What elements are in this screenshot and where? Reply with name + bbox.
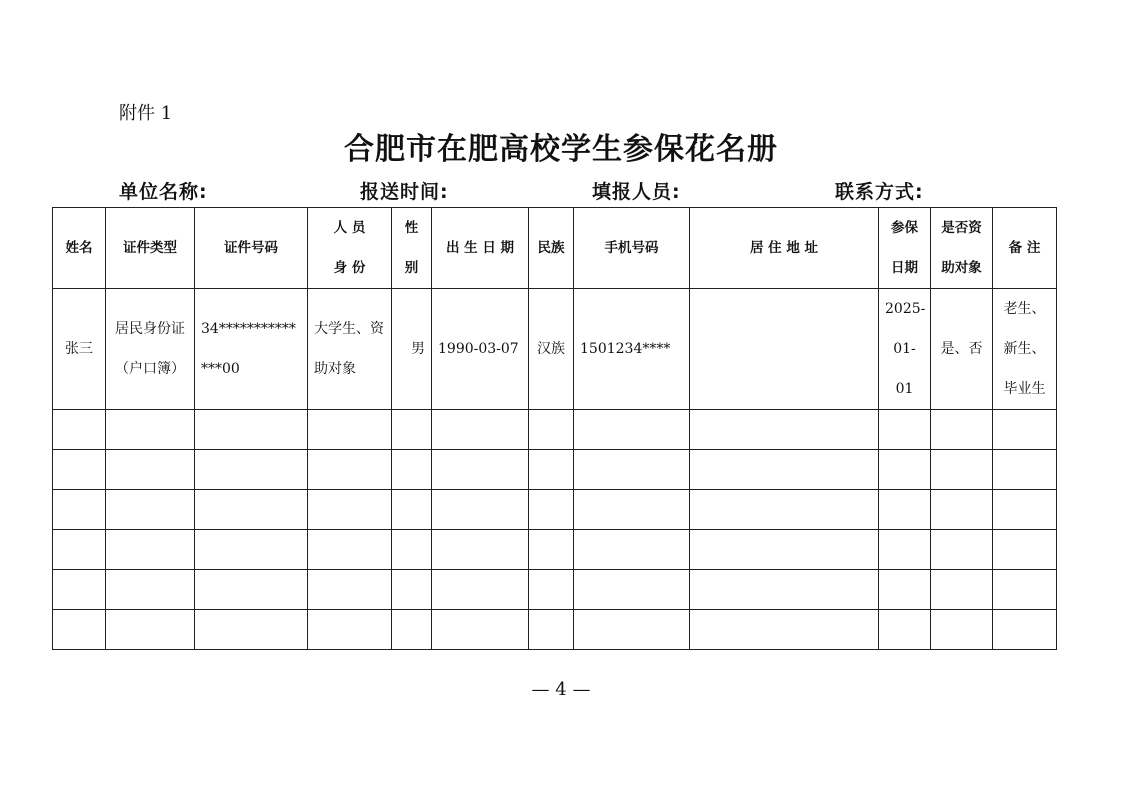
empty-cell xyxy=(432,570,529,610)
empty-cell xyxy=(432,410,529,450)
empty-cell xyxy=(308,490,392,530)
empty-cell xyxy=(529,610,574,650)
header-identity-line1: 人 员 xyxy=(333,220,366,236)
cell-id-type-line1: 居民身份证 xyxy=(115,321,185,337)
cell-insure-line2: 01-01 xyxy=(893,341,916,397)
empty-cell xyxy=(53,570,106,610)
contact-label: 联系方式: xyxy=(835,181,924,203)
header-identity xyxy=(308,208,392,289)
empty-cell xyxy=(879,450,931,490)
header-aid-line2: 助对象 xyxy=(941,260,982,276)
empty-cell xyxy=(432,450,529,490)
empty-cell xyxy=(195,610,308,650)
empty-cell xyxy=(879,570,931,610)
empty-cell xyxy=(879,610,931,650)
empty-cell xyxy=(690,410,879,450)
empty-cell xyxy=(106,530,195,570)
empty-cell xyxy=(879,410,931,450)
header-birth-date: 出 生 日 期 xyxy=(432,208,529,289)
header-ethnicity: 民族 xyxy=(529,208,574,289)
empty-cell xyxy=(432,490,529,530)
empty-cell xyxy=(690,570,879,610)
empty-cell xyxy=(392,450,432,490)
empty-cell xyxy=(106,450,195,490)
header-aid-line1: 是否资 xyxy=(941,220,982,236)
header-insure-line2: 日期 xyxy=(891,260,918,276)
empty-cell xyxy=(690,610,879,650)
cell-id-type-line2: （户口簿） xyxy=(115,361,185,377)
empty-cell xyxy=(308,610,392,650)
cell-id-number xyxy=(195,289,308,410)
empty-cell xyxy=(574,490,690,530)
cell-birth-date: 1990-03-07 xyxy=(432,289,529,410)
empty-cell xyxy=(931,490,993,530)
empty-cell xyxy=(931,450,993,490)
cell-name: 张三 xyxy=(53,289,106,410)
empty-cell xyxy=(392,490,432,530)
table-row xyxy=(53,289,1057,410)
cell-aid: 是、否 xyxy=(931,289,993,410)
cell-id-number-line2: ***00 xyxy=(201,361,240,377)
empty-cell xyxy=(432,530,529,570)
cell-id-type xyxy=(106,289,195,410)
header-insure-line1: 参保 xyxy=(891,220,918,236)
header-insure-date xyxy=(879,208,931,289)
empty-cell xyxy=(392,570,432,610)
header-name: 姓名 xyxy=(53,208,106,289)
cell-remarks-line3: 毕业生 xyxy=(1003,381,1046,397)
empty-cell xyxy=(529,490,574,530)
page-number: — 4 — xyxy=(531,679,591,700)
empty-cell xyxy=(195,490,308,530)
header-id-number: 证件号码 xyxy=(195,208,308,289)
empty-cell xyxy=(993,410,1057,450)
empty-cell xyxy=(993,570,1057,610)
header-id-type: 证件类型 xyxy=(106,208,195,289)
empty-cell xyxy=(529,530,574,570)
empty-cell xyxy=(106,410,195,450)
roster-table xyxy=(52,207,1057,650)
empty-cell xyxy=(574,570,690,610)
attachment-label: 附件 1 xyxy=(119,103,173,124)
empty-cell xyxy=(931,530,993,570)
submit-time-label: 报送时间: xyxy=(360,181,449,203)
header-gender-line1: 性 xyxy=(404,220,419,236)
table-row xyxy=(53,410,1057,450)
empty-cell xyxy=(308,530,392,570)
header-address: 居 住 地 址 xyxy=(690,208,879,289)
empty-cell xyxy=(993,530,1057,570)
empty-cell xyxy=(931,410,993,450)
empty-cell xyxy=(993,610,1057,650)
cell-id-number-line1: 34*********** xyxy=(201,321,296,337)
cell-insure-line1: 2025- xyxy=(885,301,926,317)
empty-cell xyxy=(879,530,931,570)
empty-cell xyxy=(308,450,392,490)
empty-cell xyxy=(53,410,106,450)
empty-cell xyxy=(392,610,432,650)
empty-cell xyxy=(690,490,879,530)
empty-cell xyxy=(53,490,106,530)
table-row xyxy=(53,450,1057,490)
cell-ethnicity: 汉族 xyxy=(529,289,574,410)
empty-cell xyxy=(574,610,690,650)
page-title: 合肥市在肥高校学生参保花名册 xyxy=(344,132,778,167)
cell-remarks-line2: 新生、 xyxy=(1003,341,1046,357)
table-row xyxy=(53,610,1057,650)
empty-cell xyxy=(529,570,574,610)
table-row xyxy=(53,490,1057,530)
empty-cell xyxy=(53,610,106,650)
empty-cell xyxy=(993,490,1057,530)
empty-cell xyxy=(879,490,931,530)
unit-name-label: 单位名称: xyxy=(119,181,208,203)
cell-gender: 男 xyxy=(392,289,432,410)
header-remarks: 备 注 xyxy=(993,208,1057,289)
empty-cell xyxy=(392,530,432,570)
empty-cell xyxy=(308,570,392,610)
filler-label: 填报人员: xyxy=(592,181,681,203)
cell-remarks-line1: 老生、 xyxy=(1003,301,1046,317)
empty-cell xyxy=(690,530,879,570)
empty-cell xyxy=(195,530,308,570)
table-row xyxy=(53,530,1057,570)
empty-cell xyxy=(392,410,432,450)
cell-identity-line2: 助对象 xyxy=(314,361,356,377)
empty-cell xyxy=(690,450,879,490)
empty-cell xyxy=(931,610,993,650)
empty-cell xyxy=(529,450,574,490)
header-aid xyxy=(931,208,993,289)
empty-cell xyxy=(195,410,308,450)
empty-cell xyxy=(106,490,195,530)
header-phone: 手机号码 xyxy=(574,208,690,289)
header-identity-line2: 身 份 xyxy=(333,260,366,276)
empty-cell xyxy=(574,530,690,570)
table-row xyxy=(53,570,1057,610)
empty-cell xyxy=(432,610,529,650)
header-row xyxy=(53,208,1057,289)
empty-cell xyxy=(574,410,690,450)
header-gender-line2: 别 xyxy=(404,260,419,276)
cell-identity xyxy=(308,289,392,410)
header-gender xyxy=(392,208,432,289)
empty-cell xyxy=(931,570,993,610)
cell-identity-line1: 大学生、资 xyxy=(314,321,384,337)
empty-cell xyxy=(195,450,308,490)
empty-cell xyxy=(106,610,195,650)
cell-address xyxy=(690,289,879,410)
cell-insure-date xyxy=(879,289,931,410)
empty-cell xyxy=(106,570,195,610)
empty-cell xyxy=(195,570,308,610)
empty-cell xyxy=(529,410,574,450)
empty-cell xyxy=(308,410,392,450)
empty-cell xyxy=(53,450,106,490)
cell-phone: 1501234**** xyxy=(574,289,690,410)
empty-cell xyxy=(574,450,690,490)
empty-cell xyxy=(53,530,106,570)
empty-cell xyxy=(993,450,1057,490)
cell-remarks xyxy=(993,289,1057,410)
